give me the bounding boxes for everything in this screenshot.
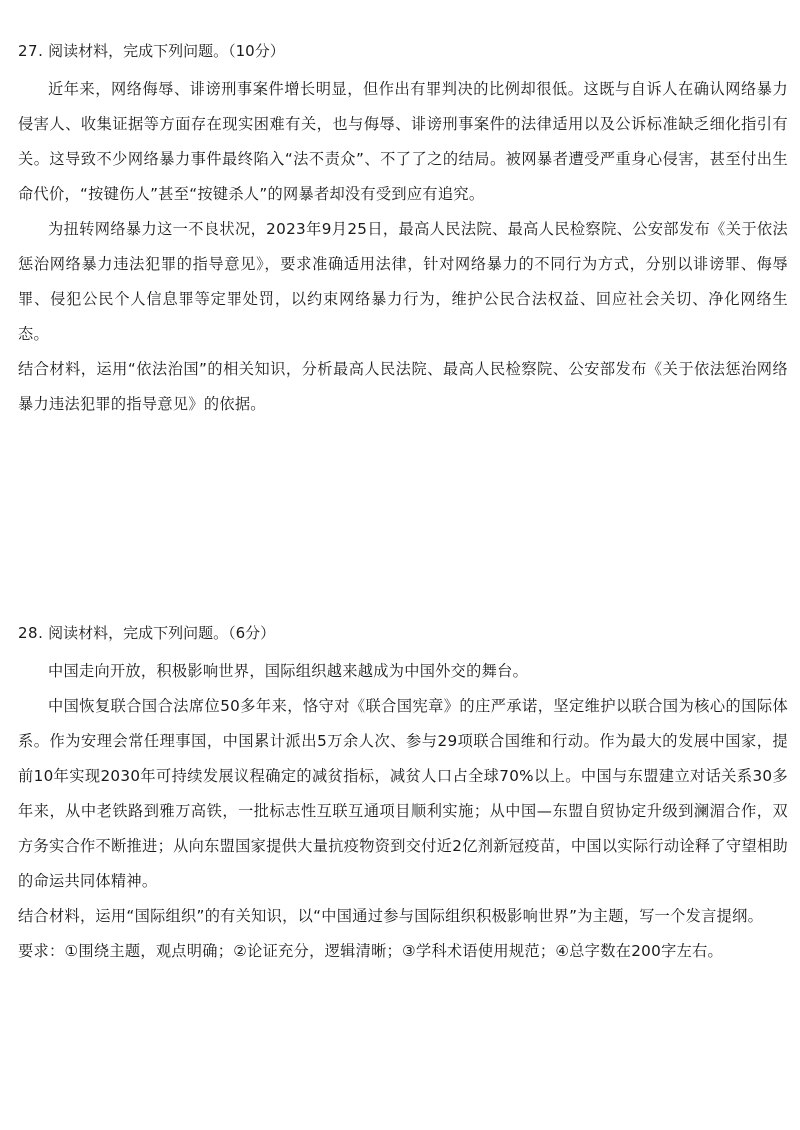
question-28-material-paragraph-2: 中国恢复联合国合法席位50多年来，恪守对《联合国宪章》的庄严承诺，坚定维护以联合国为核心的国际体系。作为安理会常任理事国，中国累计派出5万余人次、参与29项联合国维和行动。作为最大的发展中国家，提前10年实现2030年可持续发展议程确定的减贫指标，减贫人口占全球70%以上。中国与东盟建立对话关系30多年来，从中老铁路到雅万高铁，一批标志性互联互通项目顺利实施；从中国—东盟自贸协定升级到澜湄合作，双方务实合作不断推进；从向东盟国家提供大量抗疫物资到交付近2亿剂新冠疫苗，中国以实际行动诠释了守望相助的命运共同体精神。: [18, 697, 788, 890]
question-27-task: 结合材料，运用“依法治国”的相关知识，分析最高人民法院、最高人民检察院、公安部发布《关于依法惩治网络暴力违法犯罪的指导意见》的依据。: [18, 360, 788, 413]
question-27-header: [18, 40, 788, 62]
question-28-task: 结合材料，运用“国际组织”的有关知识，以“中国通过参与国际组织积极影响世界”为主题，写一个发言提纲。: [18, 907, 764, 925]
question-28-instruction: 阅读材料，完成下列问题。（6分）: [48, 624, 276, 642]
question-28-requirements: 要求：①围绕主题，观点明确；②论证充分，逻辑清晰；③学科术语使用规范；④总字数在200字左右。: [18, 942, 724, 960]
question-28: [18, 622, 788, 969]
question-27-material-paragraph-2: 为扭转网络暴力这一不良状况，2023年9月25日，最高人民法院、最高人民检察院、公安部发布《关于依法惩治网络暴力违法犯罪的指导意见》，要求准确适用法律，针对网络暴力的不同行为方式，分别以诽谤罪、侮辱罪、侵犯公民个人信息罪等定罪处罚，以约束网络暴力行为，维护公民合法权益、回应社会关切、净化网络生态。: [18, 220, 788, 343]
question-27-number: 27.: [18, 42, 44, 60]
question-28-number: 28.: [18, 624, 44, 642]
question-28-header: [18, 622, 788, 644]
question-27-instruction: 阅读材料，完成下列问题。（10分）: [48, 42, 285, 60]
question-28-material-paragraph-1: 中国走向开放，积极影响世界，国际组织越来越成为中国外交的舞台。: [48, 662, 529, 680]
question-27: [18, 40, 788, 422]
question-27-material-paragraph-1: 近年来，网络侮辱、诽谤刑事案件增长明显，但作出有罪判决的比例却很低。这既与自诉人在确认网络暴力侵害人、收集证据等方面存在现实困难有关，也与侮辱、诽谤刑事案件的法律适用以及公诉标准缺乏细化指引有关。这导致不少网络暴力事件最终陷入“法不责众”、不了了之的结局。被网暴者遭受严重身心侵害，甚至付出生命代价，“按键伤人”甚至“按键杀人”的网暴者却没有受到应有追究。: [18, 80, 788, 203]
